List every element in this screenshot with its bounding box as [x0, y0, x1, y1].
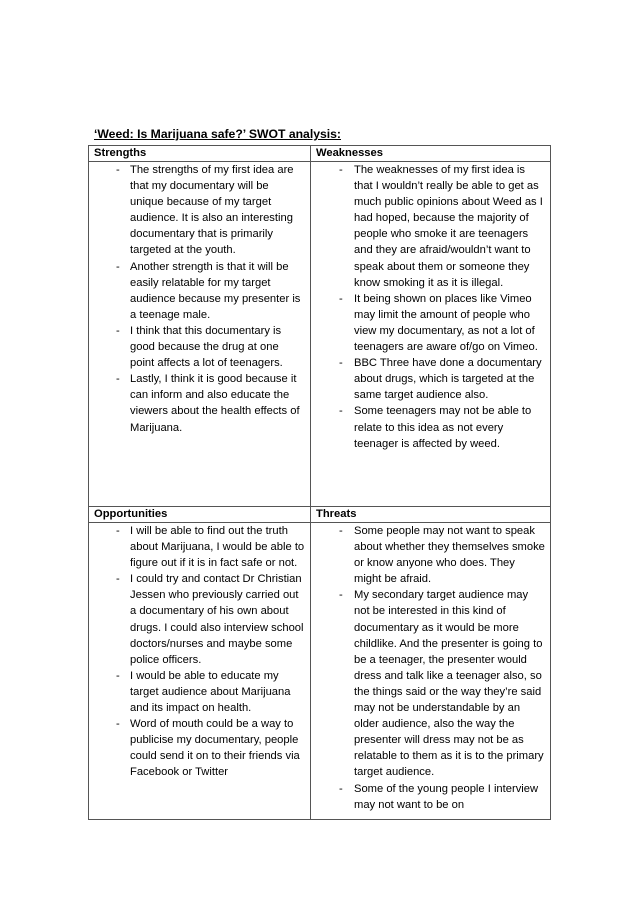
bullet-dash: - [339, 164, 343, 176]
weaknesses-list [311, 162, 550, 452]
bullet-dash: - [116, 260, 120, 273]
threats-list [311, 523, 550, 813]
opportunities-list [89, 523, 310, 781]
page-title: ‘Weed: Is Marijuana safe?’ SWOT analysis: [94, 127, 341, 141]
list-item [89, 571, 310, 668]
threats-cell [311, 507, 551, 820]
list-item-text: I could try and contact Dr Christian Jessen who previously carried out a documentary of his own about drugs. I could also interview school doctors/nurses and maybe some police officers. [130, 573, 304, 666]
strengths-list [89, 162, 310, 436]
swot-row-opportunities-threats [89, 507, 551, 820]
list-item [311, 403, 550, 451]
list-item [311, 355, 550, 403]
list-item [89, 323, 310, 371]
list-item [311, 781, 550, 813]
bullet-dash: - [116, 573, 120, 586]
opportunities-cell [89, 507, 311, 820]
list-item-text: Some teenagers may not be able to relate to this idea as not every teenager is affected by weed. [354, 405, 532, 450]
list-item-text: Another strength is that it will be easily relatable for my target audience because my presenter is a teenage male. [130, 260, 301, 321]
list-item-text: I would be able to educate my target audience about Marijuana and its impact on health. [130, 669, 291, 715]
bullet-dash: - [116, 324, 120, 337]
swot-table [88, 145, 551, 820]
list-item-text: It being shown on places like Vimeo may limit the amount of people who view my documentary, as not a lot of teenagers are aware of/go on Vimeo. [354, 292, 538, 354]
bullet-dash: - [116, 669, 120, 682]
list-item-text: The weaknesses of my first idea is that I wouldn’t really be able to get as much public opinions about Weed as I had hoped, because the majority of people who smoke it are teenagers and they are afraid/wouldn’t want to speak about them or someone they know smoking it as it is illegal. [354, 164, 543, 289]
list-item [311, 587, 550, 780]
list-item [311, 523, 550, 587]
list-item [89, 162, 310, 259]
weaknesses-heading: Weaknesses [311, 146, 550, 162]
bullet-dash: - [339, 589, 343, 602]
strengths-cell [89, 146, 311, 507]
bullet-dash: - [116, 525, 120, 537]
list-item [89, 371, 310, 435]
list-item-text: BBC Three have done a documentary about drugs, which is targeted at the same target audience also. [354, 357, 542, 402]
strengths-heading: Strengths [89, 146, 310, 162]
list-item-text: I will be able to find out the truth about Marijuana, I would be able to figure out if it is in fact safe or not. [130, 525, 305, 570]
list-item-text: Some people may not want to speak about whether they themselves smoke or know anyone who does. They might be afraid. [354, 525, 545, 586]
bullet-dash: - [116, 718, 120, 731]
list-item [89, 523, 310, 571]
bullet-dash: - [116, 164, 120, 176]
swot-row-strengths-weaknesses [89, 146, 551, 507]
list-item [89, 668, 310, 716]
list-item [89, 259, 310, 323]
weaknesses-cell [311, 146, 551, 507]
bullet-dash: - [339, 292, 343, 305]
list-item-text: Some of the young people I interview may not want to be on [354, 782, 539, 811]
opportunities-heading: Opportunities [89, 507, 310, 523]
list-item [311, 162, 550, 291]
bullet-dash: - [339, 357, 343, 370]
list-item [89, 716, 310, 780]
list-item-text: My secondary target audience may not be interested in this kind of documentary as it would be more childlike. And the presenter is going to be a teenager, the presenter would dress and talk like a teenager also, so the things said or the way they’re said may not be understandable by an older audience, also the way the presenter will dress may not be as relatable to them as it is to the primary target audience. [354, 589, 544, 779]
bullet-dash: - [339, 525, 343, 537]
list-item-text: Word of mouth could be a way to publicise my documentary, people could send it on to their friends via Facebook or Twitter [130, 718, 300, 779]
list-item-text: I think that this documentary is good because the drug at one point affects a lot of teenagers. [130, 324, 283, 370]
list-item [311, 291, 550, 355]
bullet-dash: - [116, 373, 120, 386]
list-item-text: The strengths of my first idea are that my documentary will be unique because of my target audience. It is also an interesting documentary that is primarily targeted at the youth. [130, 164, 294, 257]
bullet-dash: - [339, 782, 343, 795]
threats-heading: Threats [311, 507, 550, 523]
list-item-text: Lastly, I think it is good because it can inform and also educate the viewers about the health effects of Marijuana. [130, 373, 300, 434]
bullet-dash: - [339, 405, 343, 418]
